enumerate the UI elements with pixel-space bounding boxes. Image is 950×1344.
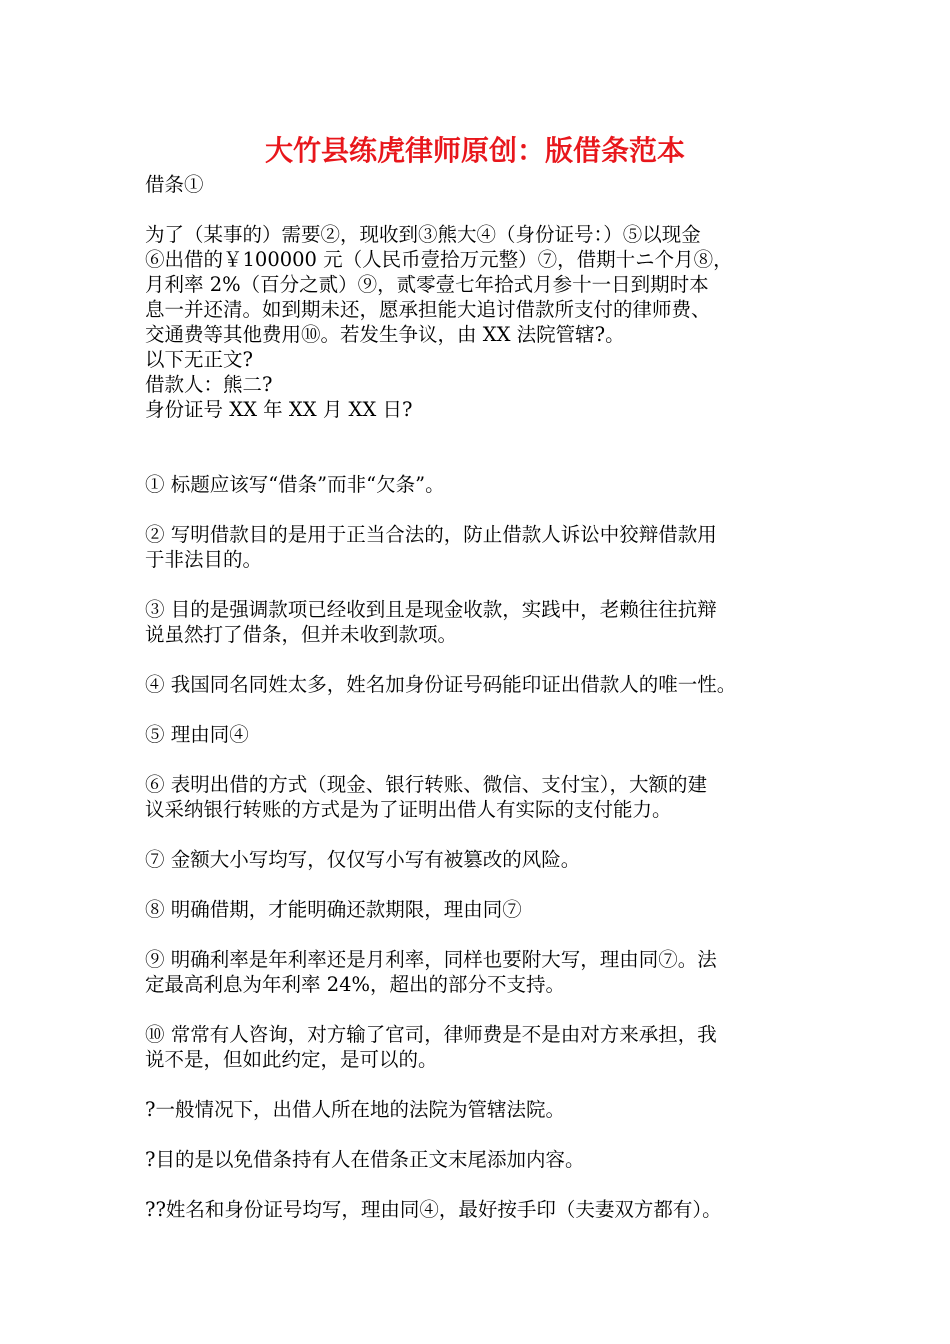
note-line: ② 写明借款目的是用于正当合法的，防止借款人诉讼中狡辩借款用 <box>145 523 717 546</box>
paragraph-line: 交通费等其他费用⑩。若发生争议，由 XX 法院管辖?。 <box>145 323 625 346</box>
loan-note-paragraph <box>145 222 815 347</box>
note-line: ??姓名和身份证号均写，理由同④，最好按手印（夫妻双方都有）。 <box>145 1198 722 1221</box>
paragraph-line: 息一并还清。如到期未还，愿承担能大追讨借款所支付的律师费、 <box>145 298 711 321</box>
annotation-note <box>145 947 815 997</box>
loan-note-heading: 借条① <box>145 173 204 196</box>
document-title: 大竹县练虎律师原创：版借条范本 <box>264 134 685 167</box>
note-line: ⑧ 明确借期，才能明确还款期限，理由同⑦ <box>145 898 522 921</box>
borrower-line: 借款人：熊二? <box>145 373 273 396</box>
paragraph-line: 为了（某事的）需要②，现收到③熊大④（身份证号：）⑤以现金 <box>145 223 701 246</box>
note-line: ① 标题应该写“借条”而非“欠条”。 <box>145 473 445 496</box>
note-line: ⑨ 明确利率是年利率还是月利率，同样也要附大写，理由同⑦。法 <box>145 948 717 971</box>
note-line: 于非法目的。 <box>145 548 263 571</box>
document-body <box>145 172 815 1222</box>
annotation-note <box>145 847 815 872</box>
annotation-note <box>145 597 815 647</box>
note-line: 说不是，但如此约定，是可以的。 <box>145 1048 438 1071</box>
annotation-note <box>145 722 815 747</box>
annotation-note <box>145 1022 815 1072</box>
note-line: ⑥ 表明出借的方式（现金、银行转账、微信、支付宝），大额的建 <box>145 773 707 796</box>
note-line: 说虽然打了借条，但并未收到款项。 <box>145 623 458 646</box>
note-line: ⑤ 理由同④ <box>145 723 249 746</box>
annotation-note <box>145 772 815 822</box>
note-line: ⑦ 金额大小写均写，仅仅写小写有被篡改的风险。 <box>145 848 581 871</box>
note-line: ④ 我国同名同姓太多，姓名加身份证号码能印证出借款人的唯一性。 <box>145 673 737 696</box>
loan-note-closing <box>145 347 815 422</box>
note-line: 定最高利息为年利率 24%，超出的部分不支持。 <box>145 973 566 996</box>
annotation-note <box>145 1097 815 1122</box>
note-line: ?目的是以免借条持有人在借条正文末尾添加内容。 <box>145 1148 585 1171</box>
annotation-note <box>145 472 815 497</box>
id-date-line: 身份证号 XX 年 XX 月 XX 日? <box>145 398 413 421</box>
paragraph-line: 月利率 2%（百分之贰）⑨，贰零壹七年拾式月参十一日到期时本 <box>145 273 709 296</box>
note-line: ③ 目的是强调款项已经收到且是现金收款，实践中，老赖往往抗辩 <box>145 598 717 621</box>
note-line: 议采纳银行转账的方式是为了证明出借人有实际的支付能力。 <box>145 798 672 821</box>
paragraph-line: ⑥出借的￥100000 元（人民币壹拾万元整）⑦，借期十ニ个月⑧， <box>145 248 733 271</box>
annotation-note <box>145 897 815 922</box>
annotation-note <box>145 672 815 697</box>
annotation-note <box>145 522 815 572</box>
no-further-text-line: 以下无正文? <box>145 348 253 371</box>
note-line: ⑩ 常常有人咨询，对方输了官司，律师费是不是由对方来承担，我 <box>145 1023 717 1046</box>
annotation-note <box>145 1197 815 1222</box>
note-line: ?一般情况下，出借人所在地的法院为管辖法院。 <box>145 1098 565 1121</box>
annotation-note <box>145 1147 815 1172</box>
